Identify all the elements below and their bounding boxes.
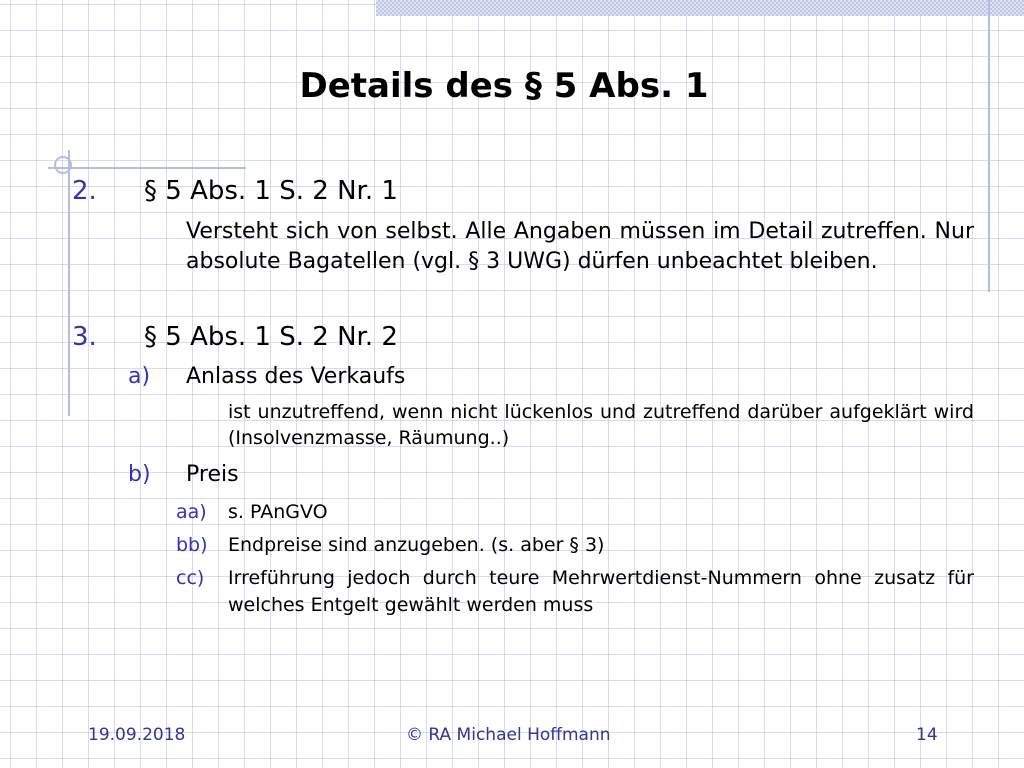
subitem-a: [128, 362, 405, 392]
list-number: 2.: [72, 176, 97, 206]
subitem-b: [128, 460, 239, 490]
subsubitem-aa: [176, 499, 328, 526]
subitem-heading: Preis: [186, 462, 239, 487]
list-number: 3.: [72, 322, 97, 352]
subitem-heading: Anlass des Verkaufs: [186, 364, 406, 389]
subsubitem-text: Endpreise sind anzugeben. (s. aber § 3): [228, 534, 605, 556]
subsubitem-letter: cc): [176, 567, 205, 589]
footer-author: © RA Michael Hoffmann: [406, 725, 611, 745]
subsubitem-text: s. PAnGVO: [228, 501, 328, 523]
subsubitem-letter: bb): [176, 534, 208, 556]
list-heading: § 5 Abs. 1 S. 2 Nr. 1: [144, 176, 398, 206]
subsubitem-cc-text: Irreführung jedoch durch teure Mehrwertdienst-Nummern ohne zusatz für welches Entgelt gewählt werden muss: [228, 567, 974, 616]
item-2-text: Versteht sich von selbst. Alle Angaben müssen im Detail zutreffen. Nur absolute Bagatellen (vgl. § 3 UWG) dürfen unbeachtet bleiben.: [186, 219, 974, 274]
slide-title: Details des § 5 Abs. 1: [299, 66, 709, 106]
footer-date: 19.09.2018: [88, 725, 186, 745]
subsubitem-letter: aa): [176, 501, 207, 523]
subsubitem-bb: [176, 532, 604, 559]
list-heading: § 5 Abs. 1 S. 2 Nr. 2: [144, 322, 398, 352]
subitem-letter: a): [128, 364, 151, 389]
subsubitem-cc: [176, 565, 228, 592]
list-item-3: [72, 320, 398, 354]
footer-page-number: 14: [916, 725, 938, 745]
subitem-letter: b): [128, 462, 151, 487]
list-item-2: [72, 174, 398, 208]
subitem-a-text: ist unzutreffend, wenn nicht lückenlos und zutreffend darüber aufgeklärt wird (Insolvenzmasse, Räumung..): [228, 401, 974, 449]
